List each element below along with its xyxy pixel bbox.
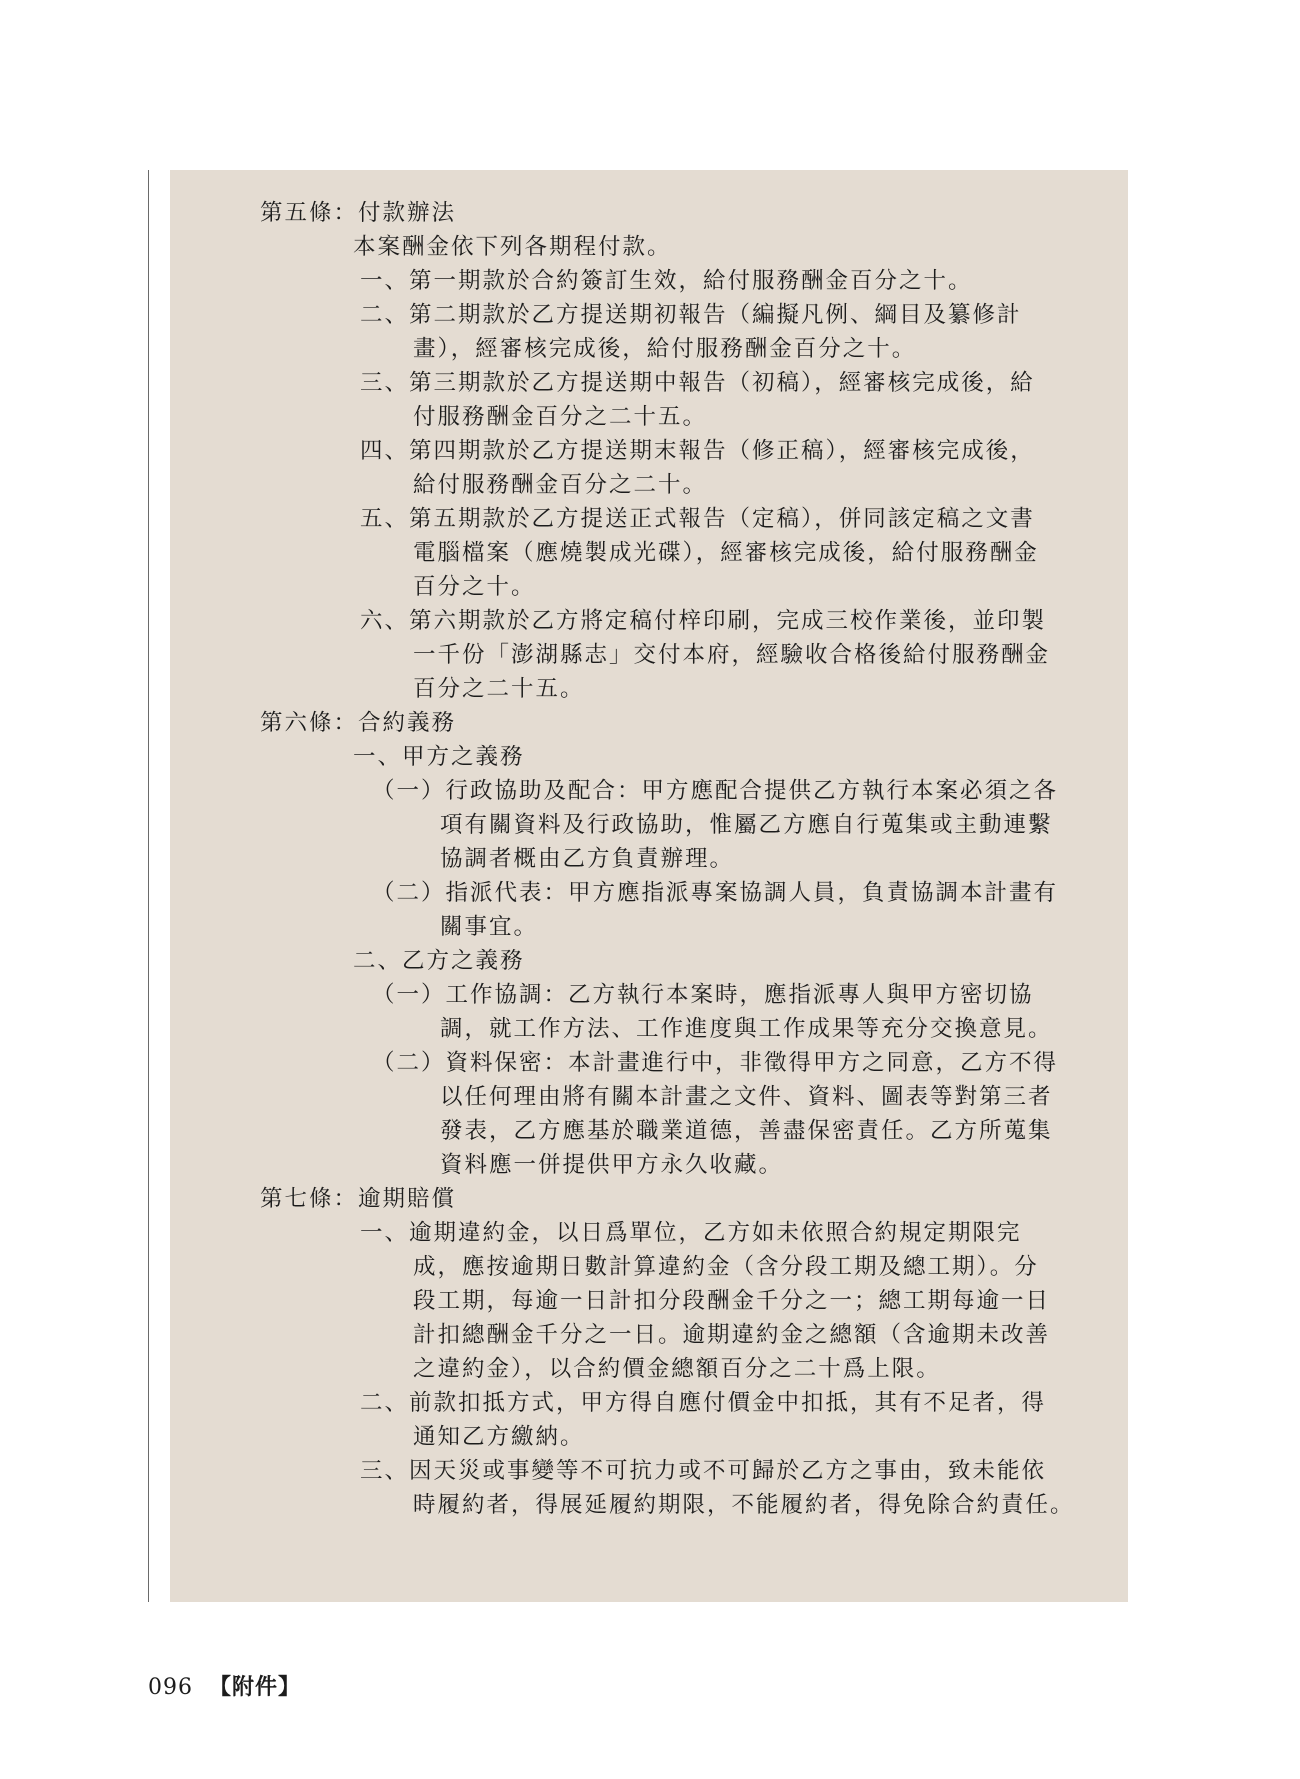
clause-line: 五、第五期款於乙方提送正式報告（定稿），併同該定稿之文書: [360, 506, 1035, 532]
contract-text: [260, 196, 1100, 1522]
article-intro: 本案酬金依下列各期程付款。: [353, 234, 672, 260]
clause-line: 電腦檔案（應燒製成光碟），經審核完成後，給付服務酬金: [413, 540, 1039, 566]
article-heading: 第七條：逾期賠償: [260, 1186, 457, 1212]
clause-line: 計扣總酬金千分之一日。逾期違約金之總額（含逾期未改善: [413, 1322, 1051, 1348]
clause-line: 付服務酬金百分之二十五。: [413, 404, 708, 430]
clause-line: 三、第三期款於乙方提送期中報告（初稿），經審核完成後，給: [360, 370, 1035, 396]
article-heading: 第六條：合約義務: [260, 710, 457, 736]
clause-line: 畫），經審核完成後，給付服務酬金百分之十。: [413, 336, 917, 362]
subclause-line: 項有關資料及行政協助，惟屬乙方應自行蒐集或主動連繫: [440, 812, 1053, 838]
clause-line: 一、第一期款於合約簽訂生效，給付服務酬金百分之十。: [360, 268, 973, 294]
margin-rule: [148, 170, 149, 1602]
clause-line: 百分之二十五。: [413, 676, 585, 702]
subclause-line: 調，就工作方法、工作進度與工作成果等充分交換意見。: [440, 1016, 1053, 1042]
clause-line: 通知乙方繳納。: [413, 1424, 585, 1450]
section-title: 一、甲方之義務: [353, 744, 525, 770]
subclause-line: （二）指派代表：甲方應指派專案協調人員，負責協調本計畫有: [372, 880, 1059, 906]
subclause-line: （二）資料保密：本計畫進行中，非徵得甲方之同意，乙方不得: [372, 1050, 1059, 1076]
clause-line: 成，應按逾期日數計算違約金（含分段工期及總工期）。分: [413, 1254, 1039, 1280]
section-title: 二、乙方之義務: [353, 948, 525, 974]
subclause-line: 資料應一併提供甲方永久收藏。: [440, 1152, 784, 1178]
section-label: 【附件】: [209, 1674, 302, 1700]
clause-line: 三、因天災或事變等不可抗力或不可歸於乙方之事由，致未能依: [360, 1458, 1047, 1484]
clause-line: 二、前款扣抵方式，甲方得自應付價金中扣抵，其有不足者，得: [360, 1390, 1047, 1416]
clause-line: 一千份「澎湖縣志」交付本府，經驗收合格後給付服務酬金: [413, 642, 1051, 668]
clause-line: 四、第四期款於乙方提送期末報告（修正稿），經審核完成後，: [360, 438, 1035, 464]
subclause-line: 發表，乙方應基於職業道德，善盡保密責任。乙方所蒐集: [440, 1118, 1053, 1144]
clause-line: 之違約金），以合約價金總額百分之二十爲上限。: [413, 1356, 941, 1382]
page-footer: [148, 1673, 301, 1702]
subclause-line: （一）工作協調：乙方執行本案時，應指派專人與甲方密切協: [372, 982, 1034, 1008]
clause-line: 時履約者，得展延履約期限，不能履約者，得免除合約責任。: [413, 1492, 1075, 1518]
clause-line: 給付服務酬金百分之二十。: [413, 472, 708, 498]
subclause-line: 協調者概由乙方負責辦理。: [440, 846, 735, 872]
subclause-line: 關事宜。: [440, 914, 539, 940]
clause-line: 百分之十。: [413, 574, 536, 600]
page-number: 096: [148, 1675, 193, 1700]
clause-line: 二、第二期款於乙方提送期初報告（編擬凡例、綱目及纂修計: [360, 302, 1022, 328]
subclause-line: 以任何理由將有關本計畫之文件、資料、圖表等對第三者: [440, 1084, 1053, 1110]
subclause-line: （一）行政協助及配合：甲方應配合提供乙方執行本案必須之各: [372, 778, 1059, 804]
clause-line: 一、逾期違約金，以日爲單位，乙方如未依照合約規定期限完: [360, 1220, 1022, 1246]
article-heading: 第五條：付款辦法: [260, 200, 457, 226]
clause-line: 六、第六期款於乙方將定稿付梓印刷，完成三校作業後，並印製: [360, 608, 1047, 634]
clause-line: 段工期，每逾一日計扣分段酬金千分之一；總工期每逾一日: [413, 1288, 1051, 1314]
